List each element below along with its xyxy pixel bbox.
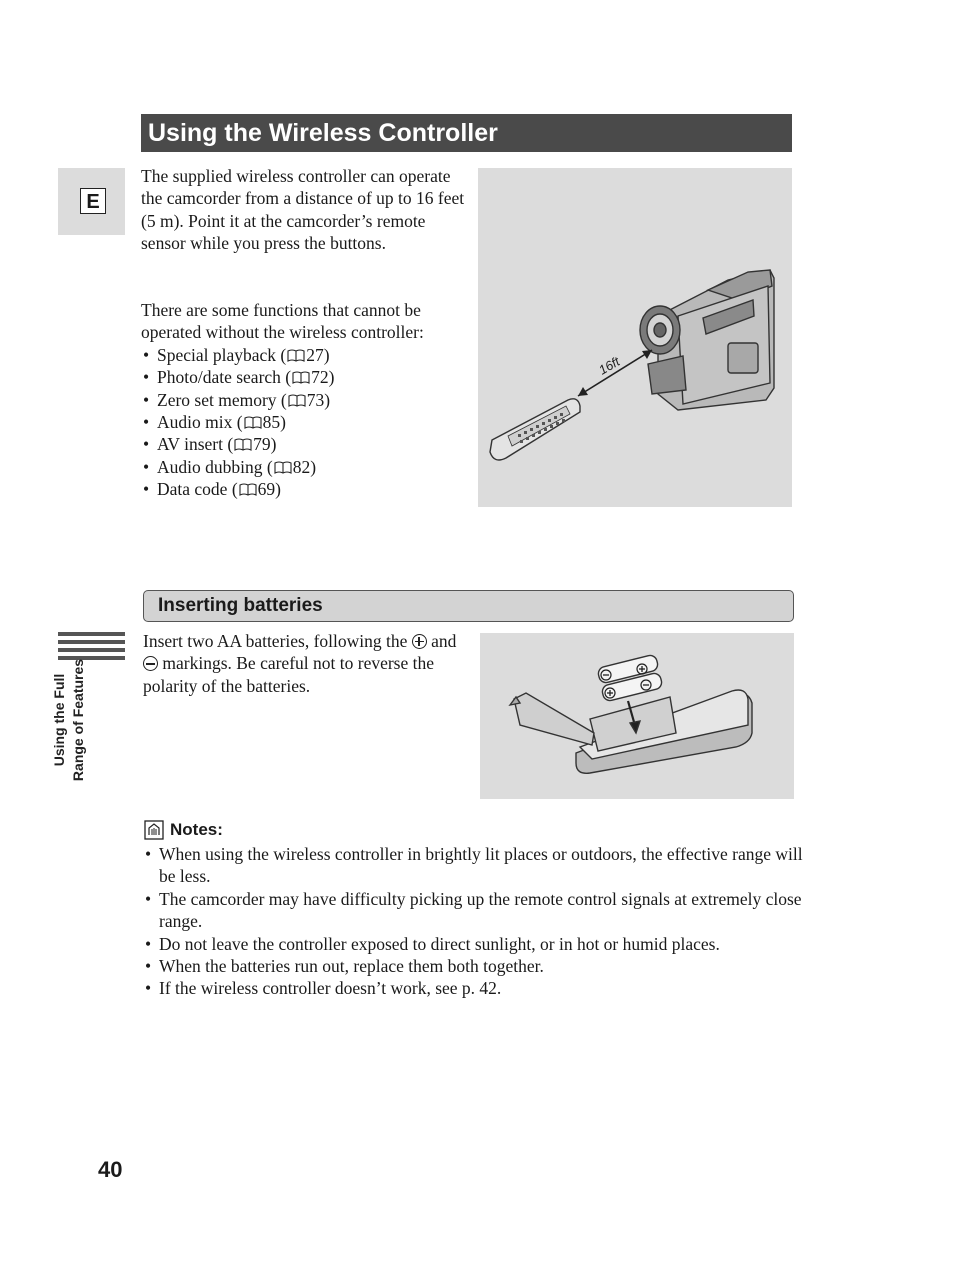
book-icon (239, 483, 257, 496)
list-item: • The camcorder may have difficulty picking up the remote control signals at extremely close range. (143, 888, 803, 933)
notes-heading: Notes: (144, 820, 223, 840)
book-icon (244, 416, 262, 429)
note-icon (144, 820, 164, 840)
page-title: Using the Wireless Controller (141, 114, 792, 152)
list-item: • Audio mix ( 85) (141, 411, 466, 433)
plus-icon (412, 634, 427, 649)
list-item: • Audio dubbing ( 82) (141, 456, 466, 478)
book-icon (287, 349, 305, 362)
batteries-instructions: Insert two AA batteries, following the and markings. Be careful not to reverse the polarity of the batteries. (143, 631, 457, 696)
camcorder-remote-illustration (478, 168, 792, 507)
page-number: 40 (98, 1157, 123, 1182)
book-icon (288, 394, 306, 407)
functions-section (141, 299, 466, 501)
list-item: • Zero set memory ( 73) (141, 389, 466, 411)
list-item: • AV insert ( 79) (141, 433, 466, 455)
camcorder-remote-drawing (478, 168, 792, 507)
section-heading-batteries: Inserting batteries (143, 590, 794, 622)
notes-list (143, 843, 803, 1000)
minus-icon (143, 656, 158, 671)
list-item: • Do not leave the controller exposed to direct sunlight, or in hot or humid places. (143, 933, 803, 955)
distance-label: 16ft (596, 353, 623, 378)
list-item: • Data code ( 69) (141, 478, 466, 500)
list-item: • When the batteries run out, replace them both together. (143, 955, 803, 977)
battery-insertion-illustration (480, 633, 794, 799)
book-icon (234, 438, 252, 451)
functions-list (141, 344, 466, 501)
language-letter: E (80, 188, 106, 214)
section-side-label: Using the Full Range of Features (51, 658, 86, 782)
list-item: • If the wireless controller doesn’t work, see p. 42. (143, 977, 803, 999)
functions-intro: There are some functions that cannot be operated without the wireless controller: (141, 300, 424, 343)
list-item: • Special playback ( 27) (141, 344, 466, 366)
book-icon (292, 371, 310, 384)
battery-drawing (480, 633, 794, 799)
list-item: • When using the wireless controller in brightly lit places or outdoors, the effective range will be less. (143, 843, 803, 888)
book-icon (274, 461, 292, 474)
list-item: • Photo/date search ( 72) (141, 366, 466, 388)
intro-paragraph: The supplied wireless controller can operate the camcorder from a distance of up to 16 feet (5 m). Point it at the camcorder’s remote sensor while you press the buttons. (141, 166, 465, 254)
